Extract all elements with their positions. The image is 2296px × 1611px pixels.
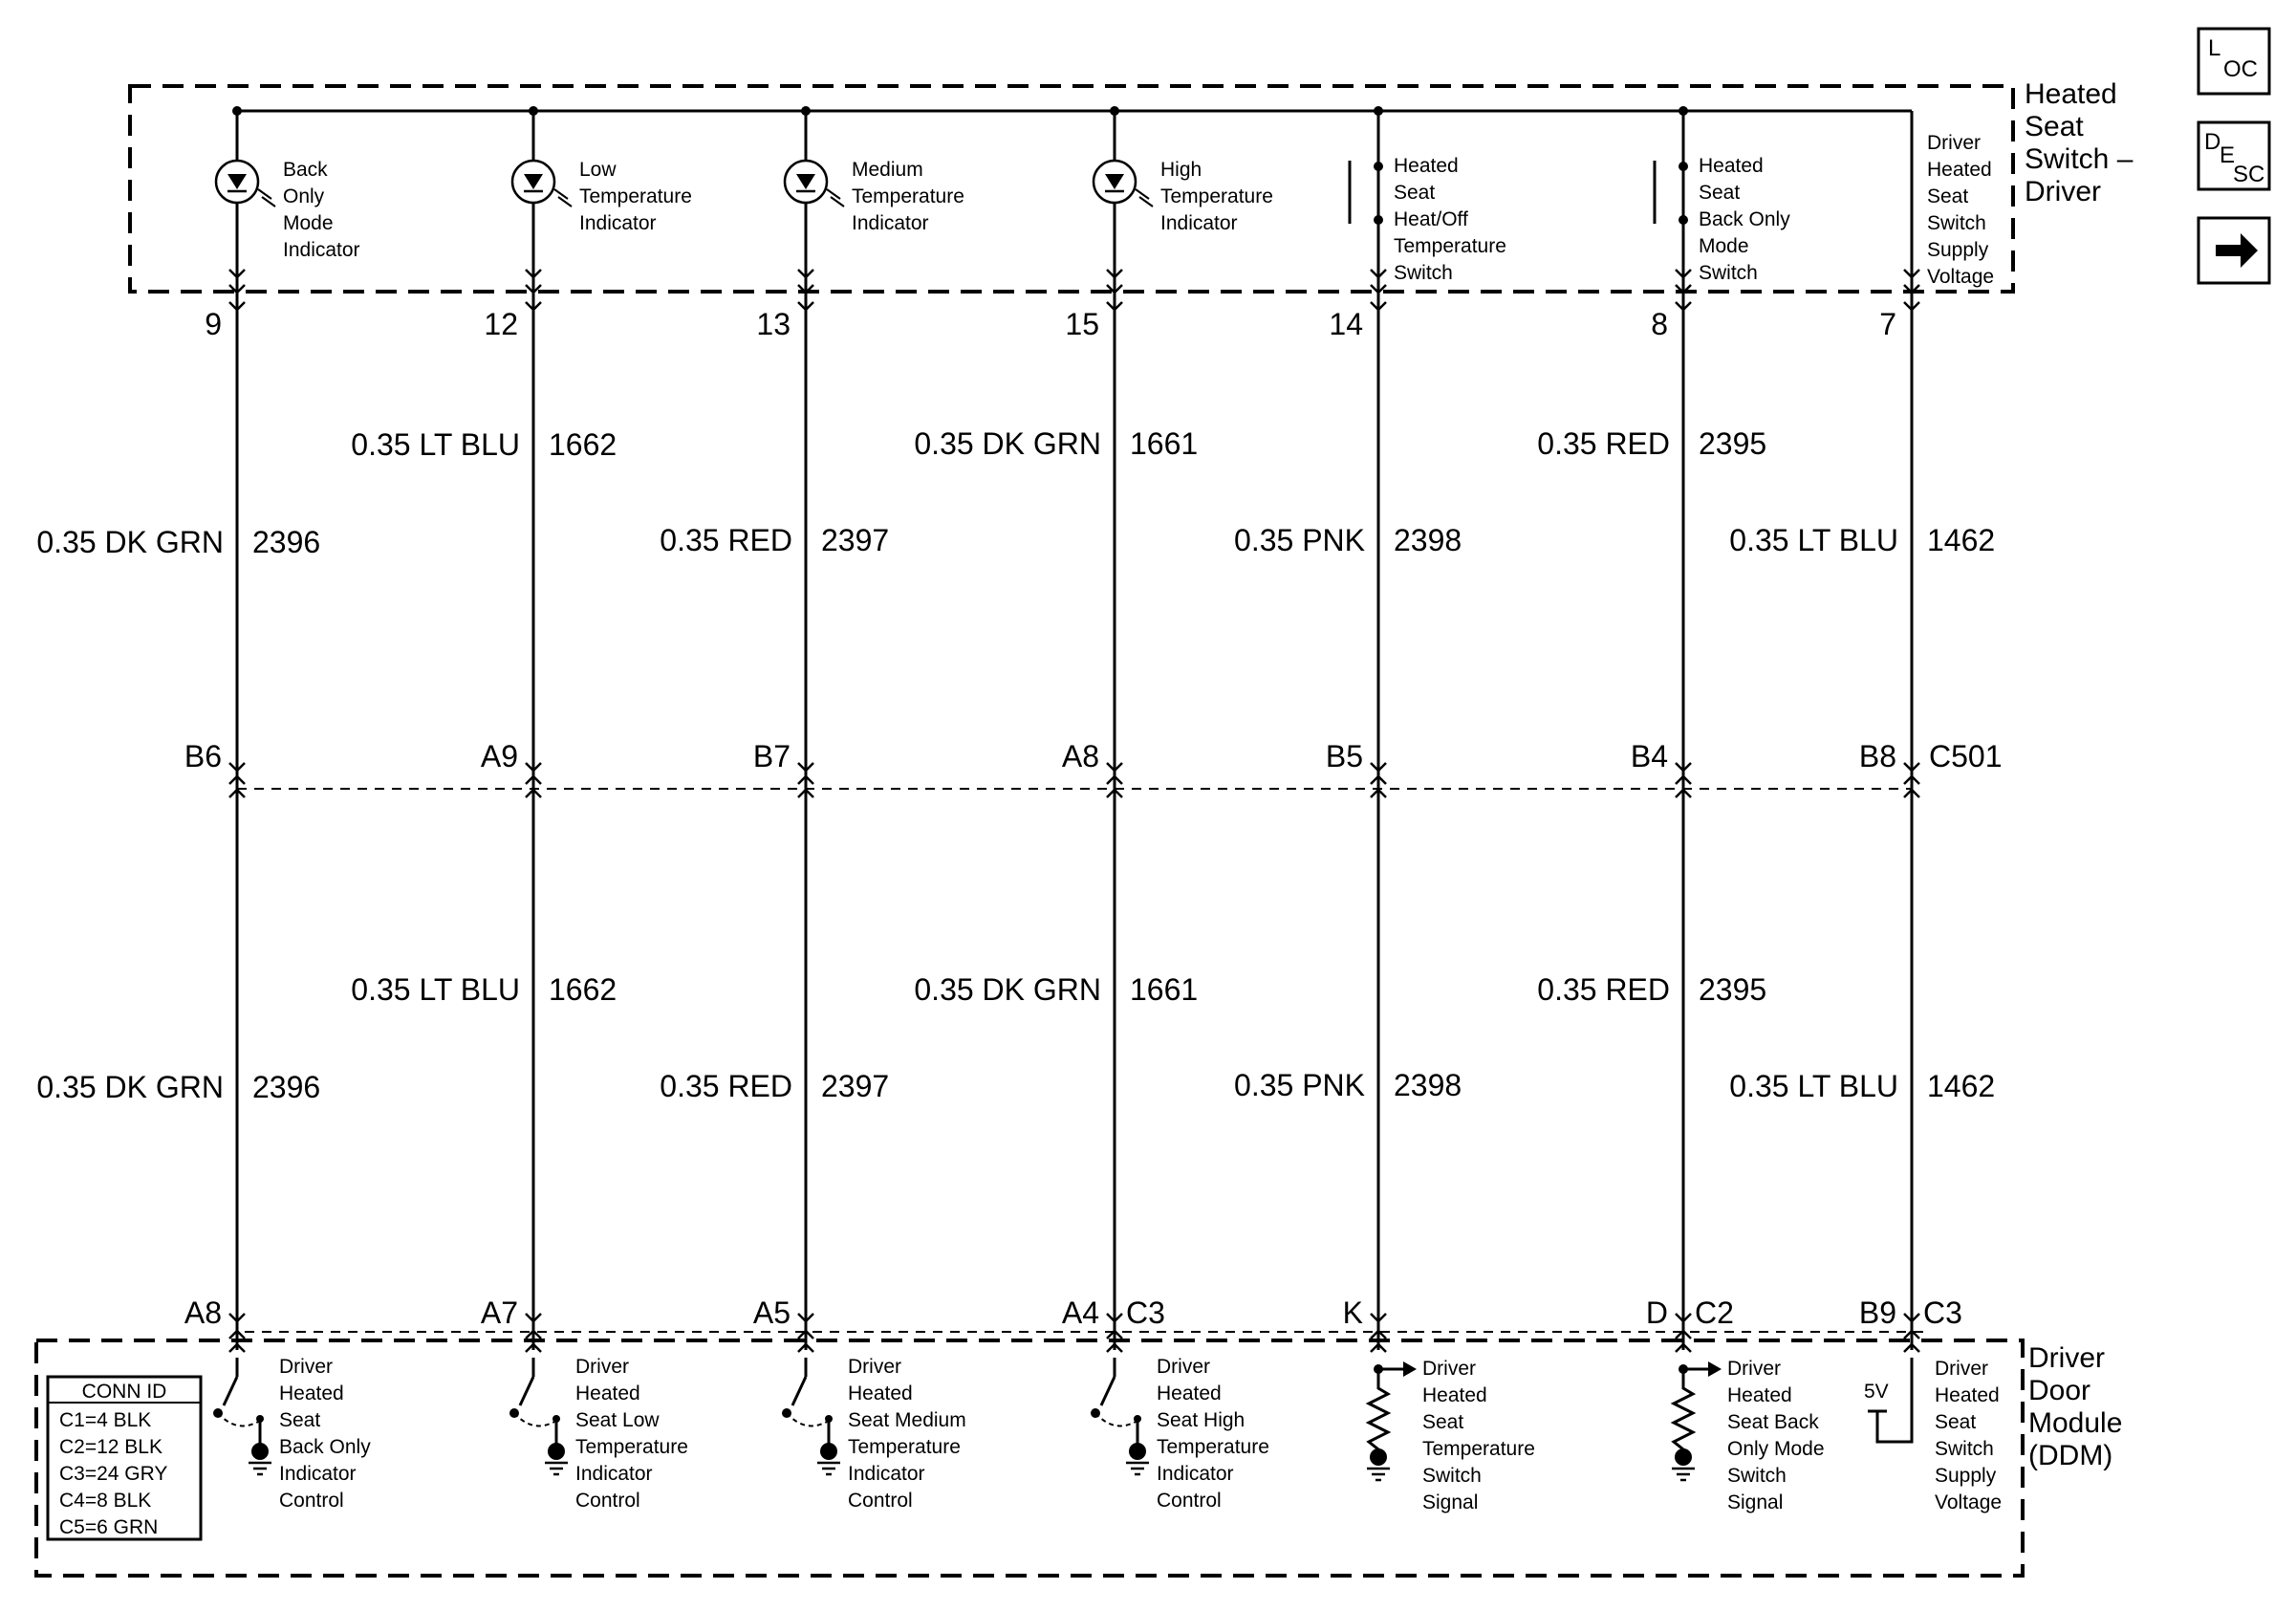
component-label: Control	[279, 1490, 344, 1512]
component-label: Back	[283, 159, 328, 181]
wire-color: 0.35 DK GRN	[914, 426, 1101, 461]
component-label: Heat/Off	[1394, 208, 1468, 230]
signal-arrow-icon	[1708, 1361, 1722, 1377]
ddm-pin: A4	[1061, 1295, 1099, 1330]
top-circuit	[753, 159, 964, 773]
bottom-module-title	[2028, 1342, 2122, 1471]
switch-pin-number: 8	[1651, 307, 1668, 341]
light-emission-icon	[554, 189, 572, 207]
wire-color: 0.35 PNK	[1234, 1068, 1365, 1102]
switch-pole-icon	[1374, 215, 1383, 225]
static-layer	[36, 86, 2023, 1576]
wire-circuit-number: 2395	[1699, 972, 1767, 1007]
ddm-connector-id: C3	[1126, 1295, 1165, 1330]
wire-circuit-number: 2397	[821, 1069, 890, 1103]
connector-name: C501	[1929, 739, 2003, 773]
ddm-connector-id: C3	[1923, 1295, 1962, 1330]
component-label: Only Mode	[1727, 1438, 1825, 1460]
splice-dot-icon	[1110, 106, 1119, 116]
connector-pin: A8	[1061, 739, 1099, 773]
component-label: Switch	[1394, 262, 1453, 284]
switch-pin-number: 7	[1879, 307, 1896, 341]
component-label: Seat	[1422, 1411, 1464, 1433]
loc-button-sub: OC	[2223, 56, 2258, 82]
component-label: Seat	[1927, 185, 1969, 207]
upper-wire-label	[660, 523, 889, 557]
connector-pin: B7	[752, 739, 791, 773]
component-label: Driver	[848, 1356, 901, 1378]
component-label: Switch	[1927, 212, 1986, 234]
component-label: Temperature	[1157, 1436, 1269, 1458]
connector-pin: B4	[1630, 739, 1668, 773]
upper-wire-label	[1234, 523, 1462, 557]
ddm-connector-id: C2	[1695, 1295, 1734, 1330]
conn-id-title: CONN ID	[81, 1381, 167, 1403]
component-label: Switch	[1935, 1438, 1994, 1460]
wire-circuit-number: 1462	[1927, 523, 1996, 557]
bottom-title-line: Driver	[2028, 1342, 2105, 1374]
bottom-title-line: (DDM)	[2028, 1440, 2113, 1471]
wire-circuit-number: 1662	[549, 427, 617, 462]
component-label: Signal	[1727, 1491, 1784, 1513]
component-label: Heated	[279, 1382, 344, 1404]
desc-button[interactable]	[2199, 122, 2269, 189]
bottom-circuit	[1859, 1295, 2002, 1513]
component-label: Driver	[1727, 1358, 1781, 1380]
component-label: Seat Medium	[848, 1409, 966, 1431]
connector-pin: B5	[1325, 739, 1363, 773]
switch-pin-number: 14	[1329, 307, 1363, 341]
desc-button-sub2: SC	[2233, 162, 2265, 187]
upper-wire-label	[1537, 426, 1766, 461]
wire-circuit-number: 2396	[252, 525, 321, 559]
component-label: Driver	[1422, 1358, 1476, 1380]
component-label: Seat	[1394, 182, 1436, 204]
upper-wire-label	[351, 427, 617, 462]
component-label: Only	[283, 185, 325, 207]
wire-color: 0.35 DK GRN	[36, 525, 224, 559]
bottom-title-line: Module	[2028, 1407, 2123, 1439]
component-label: Seat	[1699, 182, 1741, 204]
switch-pin-number: 9	[205, 307, 222, 341]
ground-icon	[1675, 1448, 1692, 1466]
component-label: Driver	[1157, 1356, 1210, 1378]
component-label: Control	[1157, 1490, 1222, 1512]
component-label: Driver	[575, 1356, 629, 1378]
bottom-circuit	[1062, 1295, 1269, 1512]
component-label: Heated	[1699, 155, 1764, 177]
lower-wire-label	[36, 1070, 320, 1104]
switch-pin-number: 12	[484, 307, 518, 341]
top-circuit	[1631, 155, 1790, 773]
component-label: Temperature	[1422, 1438, 1535, 1460]
wire-color: 0.35 DK GRN	[914, 972, 1101, 1007]
bottom-circuit	[184, 1295, 371, 1512]
loc-button-main: L	[2208, 35, 2221, 61]
component-label: Driver	[1935, 1358, 1988, 1380]
lower-wire-label	[1234, 1068, 1462, 1102]
splice-dot-icon	[1374, 106, 1383, 116]
lower-wire-label	[1537, 972, 1766, 1007]
wire-circuit-number: 1662	[549, 972, 617, 1007]
component-label: Mode	[1699, 235, 1749, 257]
component-label: Indicator	[848, 1463, 925, 1485]
bottom-circuit	[481, 1295, 688, 1512]
component-label: Seat	[1935, 1411, 1977, 1433]
top-circuit	[1859, 132, 1994, 773]
component-label: Voltage	[1935, 1491, 2003, 1513]
component-label: Indicator	[283, 239, 360, 261]
connector-pin: B6	[184, 739, 222, 773]
wire-color: 0.35 LT BLU	[1729, 1069, 1898, 1103]
ground-icon	[820, 1443, 837, 1460]
wire-circuit-number: 2398	[1394, 523, 1462, 557]
signal-arrow-icon	[1403, 1361, 1417, 1377]
component-label: Control	[575, 1490, 640, 1512]
top-title-line: Switch –	[2025, 143, 2134, 175]
switch-pin-number: 15	[1065, 307, 1099, 341]
switch-pole-icon	[1679, 162, 1688, 171]
component-label: Heated	[1727, 1384, 1792, 1406]
component-label: Heated	[1422, 1384, 1487, 1406]
light-emission-icon	[258, 189, 275, 207]
light-emission-icon	[1136, 189, 1153, 207]
switch-pole-icon	[1374, 162, 1383, 171]
component-label: Indicator	[1157, 1463, 1234, 1485]
component-label: Heated	[1935, 1384, 2000, 1406]
component-label: Switch	[1422, 1465, 1482, 1487]
driver-link-icon	[1095, 1413, 1137, 1426]
component-label: Indicator	[1160, 212, 1238, 234]
ddm-pin: D	[1645, 1295, 1668, 1330]
bottom-circuit	[753, 1295, 966, 1512]
resistor-icon	[1674, 1369, 1693, 1453]
splice-dot-icon	[1679, 106, 1688, 116]
wire-color: 0.35 PNK	[1234, 523, 1365, 557]
switch-pole-icon	[1679, 215, 1688, 225]
upper-wire-label	[36, 525, 320, 559]
component-label: Seat Back	[1727, 1411, 1819, 1433]
conn-id-row: C5=6 GRN	[59, 1516, 159, 1538]
wire-circuit-number: 2395	[1699, 426, 1767, 461]
component-label: Driver	[1927, 132, 1981, 154]
component-label: Supply	[1935, 1465, 1997, 1487]
bottom-circuit	[1343, 1295, 1535, 1513]
upper-wire-label	[1729, 523, 1995, 557]
connector-pin: A9	[480, 739, 518, 773]
bottom-module-outline	[36, 1340, 2023, 1576]
wire-circuit-number: 1661	[1130, 972, 1199, 1007]
top-title-line: Heated	[2025, 78, 2117, 110]
conn-id-row: C3=24 GRY	[59, 1463, 168, 1485]
component-label: Heated	[1394, 155, 1459, 177]
driver-link-icon	[787, 1413, 829, 1426]
ground-icon	[1129, 1443, 1146, 1460]
splice-dot-icon	[232, 106, 242, 116]
ddm-pin: A7	[480, 1295, 518, 1330]
wire-circuit-number: 2397	[821, 523, 890, 557]
component-label: Indicator	[279, 1463, 357, 1485]
top-circuit	[1326, 155, 1506, 773]
ddm-pin: A5	[752, 1295, 791, 1330]
component-label: Indicator	[575, 1463, 653, 1485]
component-label: Indicator	[852, 212, 929, 234]
ddm-pin: A8	[184, 1295, 222, 1330]
wire-color: 0.35 RED	[660, 523, 792, 557]
conn-id-row: C4=8 BLK	[59, 1490, 152, 1512]
splice-dot-icon	[529, 106, 538, 116]
supply-voltage-label: 5V	[1864, 1381, 1889, 1403]
wire-circuit-number: 1661	[1130, 426, 1199, 461]
component-label: Voltage	[1927, 266, 1995, 288]
lower-wire-label	[351, 972, 617, 1007]
wire-color: 0.35 LT BLU	[1729, 523, 1898, 557]
component-label: Back Only	[1699, 208, 1790, 230]
wire-circuit-number: 2398	[1394, 1068, 1462, 1102]
component-label: Temperature	[1160, 185, 1273, 207]
component-label: Signal	[1422, 1491, 1479, 1513]
conn-id-row: C2=12 BLK	[59, 1436, 162, 1458]
driver-link-icon	[514, 1413, 556, 1426]
wire-color: 0.35 RED	[1537, 426, 1670, 461]
top-circuit	[184, 159, 360, 773]
wire-color: 0.35 RED	[660, 1069, 792, 1103]
component-label: Seat Low	[575, 1409, 660, 1431]
component-label: Low	[579, 159, 617, 181]
top-circuit	[1062, 159, 1273, 773]
component-label: Temperature	[1394, 235, 1506, 257]
driver-switch-icon	[520, 1377, 533, 1405]
component-label: Back Only	[279, 1436, 371, 1458]
desc-button-sub1: E	[2220, 142, 2236, 168]
component-label: High	[1160, 159, 1202, 181]
ground-icon	[251, 1443, 269, 1460]
driver-link-icon	[218, 1413, 260, 1426]
lower-wire-label	[914, 972, 1198, 1007]
driver-switch-icon	[1101, 1377, 1115, 1405]
loc-button[interactable]	[2199, 29, 2269, 94]
ddm-pin: K	[1342, 1295, 1363, 1330]
component-label: Temperature	[852, 185, 964, 207]
wire-color: 0.35 RED	[1537, 972, 1670, 1007]
bottom-circuit	[1646, 1295, 1825, 1513]
light-emission-icon	[827, 189, 844, 207]
wire-circuit-number: 2396	[252, 1070, 321, 1104]
component-label: Switch	[1727, 1465, 1787, 1487]
wire-color: 0.35 DK GRN	[36, 1070, 224, 1104]
component-label: Driver	[279, 1356, 333, 1378]
component-label: Temperature	[848, 1436, 961, 1458]
bottom-circuits	[184, 1295, 2002, 1513]
conn-id-table	[48, 1377, 201, 1539]
wire-color: 0.35 LT BLU	[351, 972, 520, 1007]
component-label: Mode	[283, 212, 334, 234]
desc-button-main: D	[2204, 129, 2221, 155]
component-label: Heated	[575, 1382, 640, 1404]
ddm-pin: B9	[1858, 1295, 1896, 1330]
component-label: Seat High	[1157, 1409, 1245, 1431]
component-label: Heated	[1157, 1382, 1222, 1404]
driver-switch-icon	[224, 1377, 237, 1405]
top-title-line: Driver	[2025, 176, 2101, 207]
component-label: Temperature	[575, 1436, 688, 1458]
component-label: Supply	[1927, 239, 1989, 261]
component-label: Control	[848, 1490, 913, 1512]
top-module-title	[2025, 78, 2134, 207]
wire-color: 0.35 LT BLU	[351, 427, 520, 462]
bottom-title-line: Door	[2028, 1375, 2091, 1406]
component-label: Temperature	[579, 185, 692, 207]
conn-id-row: C1=4 BLK	[59, 1409, 152, 1431]
component-label: Switch	[1699, 262, 1758, 284]
next-button[interactable]	[2199, 218, 2269, 283]
lower-wire-label	[660, 1069, 889, 1103]
top-circuit	[481, 159, 692, 773]
splice-dot-icon	[801, 106, 811, 116]
resistor-icon	[1369, 1369, 1388, 1453]
component-label: Seat	[279, 1409, 321, 1431]
wire-circuit-number: 1462	[1927, 1069, 1996, 1103]
connector-pin: B8	[1858, 739, 1896, 773]
lower-wire-label	[1729, 1069, 1995, 1103]
driver-switch-icon	[792, 1377, 806, 1405]
top-title-line: Seat	[2025, 111, 2084, 142]
component-label: Heated	[1927, 159, 1992, 181]
switch-pin-number: 13	[756, 307, 791, 341]
component-label: Heated	[848, 1382, 913, 1404]
wire-labels	[36, 426, 1995, 1104]
ground-icon	[548, 1443, 565, 1460]
circuit-wire	[1904, 111, 1919, 1352]
ground-icon	[1370, 1448, 1387, 1466]
upper-wire-label	[914, 426, 1198, 461]
component-label: Medium	[852, 159, 923, 181]
component-label: Indicator	[579, 212, 657, 234]
